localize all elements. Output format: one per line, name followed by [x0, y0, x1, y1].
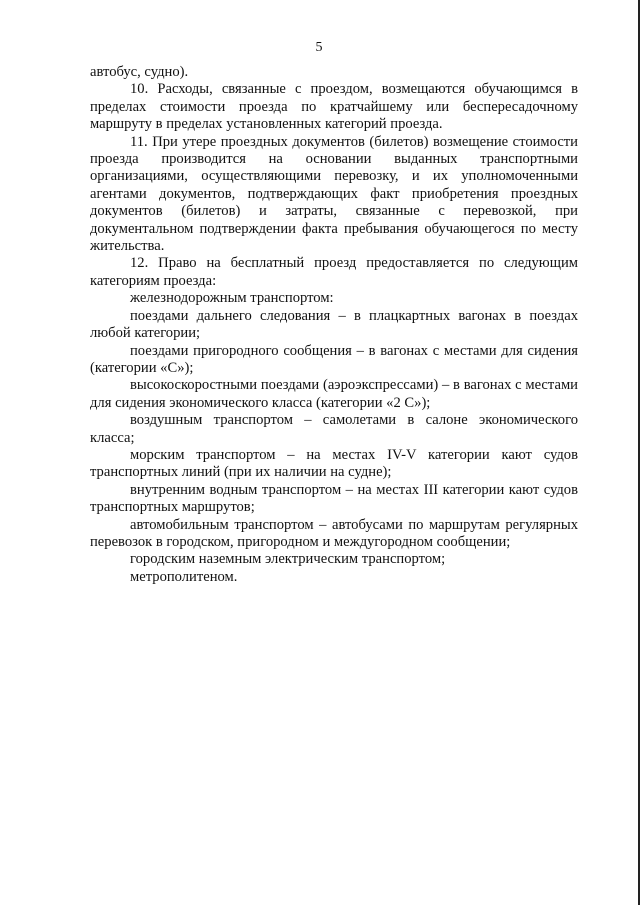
list-item-high-speed: высокоскоростными поездами (аэроэкспрессами) – в вагонах с местами для сидения экономического класса (категории «2 С»);: [90, 377, 578, 411]
list-item-electric: городским наземным электрическим транспортом;: [130, 551, 446, 568]
document-body: [90, 64, 578, 586]
list-item-inland-water: внутренним водным транспортом – на местах III категории кают судов транспортных маршрутов;: [90, 481, 578, 516]
page-number: 5: [315, 40, 323, 55]
list-item-metro: метрополитеном.: [130, 568, 238, 585]
list-item-suburban: поездами пригородного сообщения – в вагонах с местами для сидения (категории «С»);: [90, 342, 578, 376]
list-item-bus: автомобильным транспортом – автобусами по маршрутам регулярных перевозок в городском, пригородном и междугородном сообщении;: [90, 516, 578, 550]
paragraph-11: 11. При утере проездных документов (билетов) возмещение стоимости проезда производится на основании выданных транспортными организациями, осуществляющими перевозку, и их уполномоченными агентами документов, подтверждающих факт приобретения проездных документов (билетов) и затраты, связанные с перевозкой, при документальном подтверждении факта пребывания обучающегося по месту жительства.: [90, 133, 578, 255]
paragraph-12: 12. Право на бесплатный проезд предоставляется по следующим категориям проезда:: [90, 255, 578, 289]
paragraph-continuation: автобус, судно).: [90, 64, 189, 80]
list-item-sea: морским транспортом – на местах IV-V категории кают судов транспортных линий (при их наличии на судне);: [90, 446, 578, 481]
paragraph-10: 10. Расходы, связанные с проездом, возмещаются обучающимся в пределах стоимости проезда по кратчайшему или беспересадочному маршруту в пределах установленных категорий проезда.: [90, 81, 578, 133]
list-item-rail: железнодорожным транспортом:: [130, 290, 334, 307]
list-item-air: воздушным транспортом – самолетами в салоне экономического класса;: [90, 412, 578, 446]
list-item-long-distance: поездами дальнего следования – в плацкартных вагонах в поездах любой категории;: [90, 307, 578, 342]
